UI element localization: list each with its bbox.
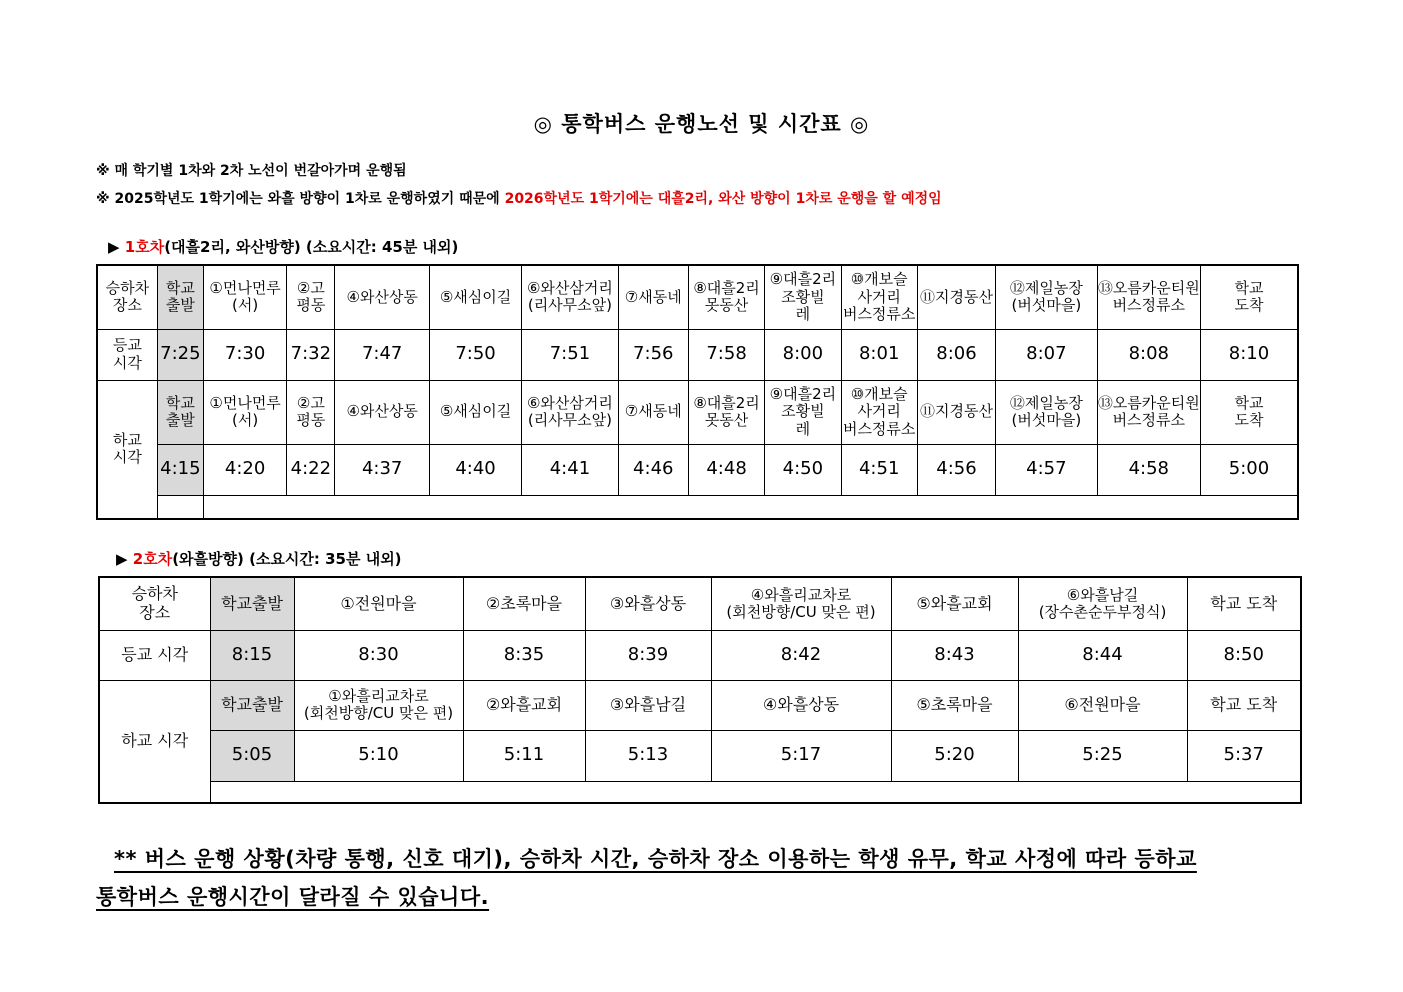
route2-marker-icon: ▶ [116,550,133,568]
route1-time: 8:10 [1201,329,1299,380]
route1-time: 4:40 [429,444,521,495]
route1-time: 4:57 [996,444,1097,495]
route2-morning-times-row [99,630,1301,680]
route1-stop: ⑬오름카운티원 버스정류소 [1097,380,1200,444]
route1-time: 4:46 [618,444,688,495]
route2-time: 8:44 [1018,630,1187,680]
route1-time: 4:15 [157,444,203,495]
route1-time: 4:51 [841,444,917,495]
route2-time: 8:30 [294,630,463,680]
route1-depart-label: 학교 출발 [157,265,203,329]
route1-stop: ⑦새동네 [618,380,688,444]
route2-stop: ⑥전원마을 [1018,680,1187,730]
route1-time: 4:20 [203,444,286,495]
route2-depart-label: 학교출발 [210,577,294,630]
route2-time: 5:20 [891,730,1018,781]
route1-stop: ⑥와산삼거리 (리사무소앞) [522,265,618,329]
disclaimer-line1: ** 버스 운행 상황(차량 통행, 신호 대기), 승하차 시간, 승하차 장소 이용하는 학생 유무, 학교 사정에 따라 등하교 [114,847,1197,871]
route1-stop: ⑤새심이길 [429,380,521,444]
route2-time: 5:13 [585,730,711,781]
route1-afternoon-label: 하교 시각 [97,380,157,519]
route2-stop: ⑤초록마을 [891,680,1018,730]
route2-time: 5:25 [1018,730,1187,781]
route1-stop: ⑧대흘2리 못동산 [688,265,764,329]
route2-stop: ③와흘남길 [585,680,711,730]
route1-morning-times-row [97,329,1298,380]
route2-stop: ③와흘상동 [585,577,711,630]
route1-stop: ⑫제일농장 (버섯마을) [996,380,1097,444]
route1-time: 7:58 [688,329,764,380]
route1-stop: ⑪지경동산 [917,380,995,444]
route2-empty-cell [210,781,1301,803]
route1-empty-cell [157,495,203,519]
route1-time: 4:56 [917,444,995,495]
route2-time: 8:43 [891,630,1018,680]
route2-depart-label: 학교출발 [210,680,294,730]
route1-stop: 학교 도착 [1201,380,1299,444]
disclaimer-line2: 통학버스 운행시간이 달라질 수 있습니다. [96,885,490,909]
route1-time: 4:22 [287,444,335,495]
route2-stop: ①와흘리교차로 (회천방향/CU 맞은 편) [294,680,463,730]
route1-stop: ①먼나먼루 (서) [203,380,286,444]
route1-afternoon-times-row [97,444,1298,495]
note-rotation: ※ 매 학기별 1차와 2차 노선이 번갈아가며 운행됨 [96,163,407,179]
route2-timetable [98,576,1302,804]
route1-marker-icon: ▶ [108,238,125,256]
route2-morning-label: 등교 시각 [99,630,210,680]
route2-stop: ⑥와흘남길 (장수촌순두부정식) [1018,577,1187,630]
route2-time: 8:39 [585,630,711,680]
route2-stop: ②와흘교회 [463,680,585,730]
route1-desc: (대흘2리, 와산방향) (소요시간: 45분 내외) [164,238,459,256]
route1-time: 7:51 [522,329,618,380]
route1-time: 8:00 [765,329,841,380]
route1-time: 7:25 [157,329,203,380]
route1-timetable [96,264,1299,520]
route2-stop: ④와흘상동 [711,680,891,730]
note-schedule-red: 2026학년도 1학기에는 대흘2리, 와산 방향이 1차로 운행을 할 예정임 [504,191,942,207]
route1-stop: ⑦새동네 [618,265,688,329]
route1-stop: ④와산상동 [335,380,429,444]
route2-morning-stops-row [99,577,1301,630]
route1-time: 7:47 [335,329,429,380]
route1-time: 4:58 [1097,444,1200,495]
route2-time: 5:10 [294,730,463,781]
route1-empty-cell [203,495,1298,519]
route1-time: 8:01 [841,329,917,380]
route1-stop: ⑪지경동산 [917,265,995,329]
route1-stop: ⑨대흘2리 조황빌 레 [765,265,841,329]
route2-time: 8:35 [463,630,585,680]
route1-time: 7:56 [618,329,688,380]
route2-time: 8:50 [1187,630,1301,680]
route1-stop: ⑩개보슬 사거리 버스정류소 [841,265,917,329]
route1-morning-stops-row [97,265,1298,329]
route2-afternoon-stops-row [99,680,1301,730]
route1-time: 4:37 [335,444,429,495]
route1-stop: ①먼나먼루 (서) [203,265,286,329]
route2-stop: ⑤와흘교회 [891,577,1018,630]
route1-stop: ②고 평동 [287,380,335,444]
route1-empty-row [97,495,1298,519]
route1-heading [108,236,458,257]
route1-time: 5:00 [1201,444,1299,495]
route2-time: 5:17 [711,730,891,781]
route2-time: 5:37 [1187,730,1301,781]
route1-time: 4:48 [688,444,764,495]
route1-stop: ⑤새심이길 [429,265,521,329]
route1-afternoon-stops-row [97,380,1298,444]
route1-place-label: 승하차 장소 [97,265,157,329]
route2-heading [116,548,402,569]
route2-time: 5:05 [210,730,294,781]
route1-time: 8:07 [996,329,1097,380]
schedule-disclaimer [96,840,1336,916]
route2-desc: (와흘방향) (소요시간: 35분 내외) [172,550,402,568]
route1-time: 8:08 [1097,329,1200,380]
route2-name: 2호차 [132,550,173,568]
route1-stop: ⑨대흘2리 조황빌 레 [765,380,841,444]
route1-time: 7:32 [287,329,335,380]
note-schedule-black: ※ 2025학년도 1학기에는 와흘 방향이 1차로 운행하였기 때문에 [96,191,505,207]
route1-time: 4:41 [522,444,618,495]
route2-place-label: 승하차 장소 [99,577,210,630]
note-schedule [96,188,942,208]
route1-depart-label: 학교 출발 [157,380,203,444]
route2-stop: ②초록마을 [463,577,585,630]
route2-stop: 학교 도착 [1187,577,1301,630]
route1-stop: ⑥와산삼거리 (리사무소앞) [522,380,618,444]
route1-time: 7:30 [203,329,286,380]
route1-stop: 학교 도착 [1201,265,1299,329]
route1-time: 8:06 [917,329,995,380]
route2-stop: ④와흘리교차로 (회천방향/CU 맞은 편) [711,577,891,630]
route1-stop: ⑬오름카운티원 버스정류소 [1097,265,1200,329]
route1-stop: ②고 평동 [287,265,335,329]
route2-time: 5:11 [463,730,585,781]
route1-morning-label: 등교 시각 [97,329,157,380]
route1-stop: ⑩개보슬 사거리 버스정류소 [841,380,917,444]
route1-stop: ⑫제일농장 (버섯마을) [996,265,1097,329]
route1-time: 4:50 [765,444,841,495]
route2-stop: ①전원마을 [294,577,463,630]
route2-empty-row [99,781,1301,803]
route2-time: 8:42 [711,630,891,680]
page-title: ◎ 통학버스 운행노선 및 시간표 ◎ [533,112,870,136]
route2-time: 8:15 [210,630,294,680]
route1-time: 7:50 [429,329,521,380]
route1-stop: ④와산상동 [335,265,429,329]
route2-afternoon-times-row [99,730,1301,781]
route2-stop: 학교 도착 [1187,680,1301,730]
route2-afternoon-label: 하교 시각 [99,680,210,803]
route1-stop: ⑧대흘2리 못동산 [688,380,764,444]
route1-name: 1호차 [124,238,165,256]
